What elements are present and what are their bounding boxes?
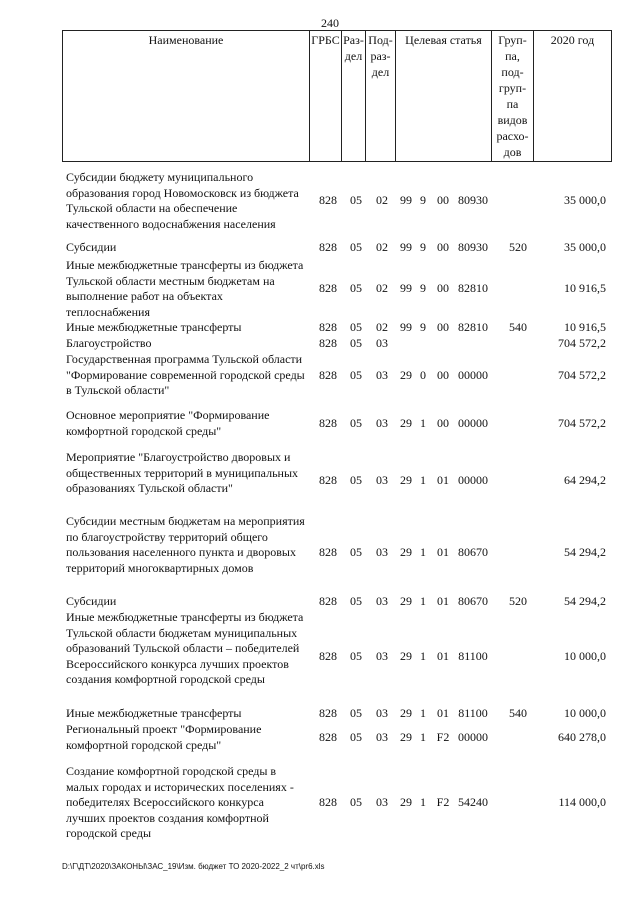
row-sum: 10 916,5 [564, 281, 606, 295]
row-razdel: 05 [350, 281, 362, 295]
row-name: Иные межбюджетные трансферты [66, 320, 242, 334]
row-sum: 704 572,2 [558, 416, 606, 430]
row-cs4: 00000 [458, 416, 488, 430]
row-podrazdel: 02 [376, 281, 388, 295]
row-razdel: 05 [350, 795, 362, 809]
row-sum: 640 278,0 [558, 730, 606, 744]
row-cs3: F2 [436, 730, 450, 744]
header-name: Наименование [63, 31, 310, 162]
row-name: Субсидии [66, 594, 117, 608]
row-razdel: 05 [350, 336, 362, 350]
row-grbs: 828 [319, 336, 337, 350]
row-cs1: 29 [400, 473, 412, 487]
row-cs4: 80670 [458, 594, 488, 608]
row-cs3: 00 [437, 368, 449, 382]
row-cs1: 29 [400, 368, 412, 382]
row-cs4: 82810 [458, 320, 488, 334]
row-name: Иные межбюджетные трансферты из бюджета Тульской области бюджетам муниципальных образований Тульской области – победителей Всероссийского конкурса лучших проектов создания комфортной городской среды [66, 610, 304, 687]
row-cs2: 9 [420, 281, 426, 295]
row-cs1: 29 [400, 594, 412, 608]
row-razdel: 05 [350, 706, 362, 720]
row-cs3: 01 [437, 594, 449, 608]
row-cs1: 29 [400, 416, 412, 430]
row-cs3: 01 [437, 706, 449, 720]
row-cs1: 99 [400, 281, 412, 295]
header-target: Целевая статья [396, 31, 492, 162]
row-name: Иные межбюджетные трансферты из бюджета Тульской области местным бюджетам на выполнение работ на объектах теплоснабжения [66, 258, 304, 319]
row-cs2: 9 [420, 193, 426, 207]
row-sum: 64 294,2 [564, 473, 606, 487]
header-year: 2020 год [534, 31, 612, 162]
row-podrazdel: 03 [376, 336, 388, 350]
row-cs4: 00000 [458, 368, 488, 382]
row-grbs: 828 [319, 368, 337, 382]
row-name: Иные межбюджетные трансферты [66, 706, 242, 720]
row-sum: 704 572,2 [558, 368, 606, 382]
row-podrazdel: 03 [376, 706, 388, 720]
row-razdel: 05 [350, 416, 362, 430]
row-razdel: 05 [350, 594, 362, 608]
row-cs3: 00 [437, 320, 449, 334]
row-cs4: 00000 [458, 730, 488, 744]
row-grbs: 828 [319, 240, 337, 254]
row-cs2: 1 [420, 416, 426, 430]
row-podrazdel: 03 [376, 594, 388, 608]
row-cs3: 01 [437, 473, 449, 487]
row-cs1: 99 [400, 240, 412, 254]
row-podrazdel: 03 [376, 368, 388, 382]
row-cs2: 0 [420, 368, 426, 382]
row-cs3: F2 [436, 795, 450, 809]
row-sum: 704 572,2 [558, 336, 606, 350]
row-cs4: 54240 [458, 795, 488, 809]
row-razdel: 05 [350, 649, 362, 663]
header-razdel: Раз- дел [342, 31, 366, 162]
row-cs4: 81100 [458, 649, 488, 663]
row-name: Основное мероприятие "Формирование комфортной городской среды" [66, 408, 270, 438]
row-cs4: 00000 [458, 473, 488, 487]
row-cs2: 1 [420, 545, 426, 559]
row-cs2: 1 [420, 795, 426, 809]
header-grbs: ГРБС [310, 31, 342, 162]
row-razdel: 05 [350, 368, 362, 382]
row-podrazdel: 03 [376, 649, 388, 663]
row-cs3: 00 [437, 416, 449, 430]
row-podrazdel: 03 [376, 473, 388, 487]
row-sum: 54 294,2 [564, 545, 606, 559]
row-name: Субсидии [66, 240, 117, 254]
row-cs4: 81100 [458, 706, 488, 720]
row-cs1: 99 [400, 320, 412, 334]
row-name: Благоустройство [66, 336, 152, 350]
row-grbs: 828 [319, 594, 337, 608]
row-sum: 10 916,5 [564, 320, 606, 334]
row-cs2: 1 [420, 649, 426, 663]
row-podrazdel: 02 [376, 193, 388, 207]
row-grbs: 828 [319, 320, 337, 334]
row-sum: 35 000,0 [564, 193, 606, 207]
row-podrazdel: 03 [376, 795, 388, 809]
row-name: Государственная программа Тульской области "Формирование современной городской среды в Тульской области" [66, 352, 305, 398]
row-razdel: 05 [350, 730, 362, 744]
row-name: Субсидии бюджету муниципального образования город Новомосковск из бюджета Тульской области на обеспечение качественного водоснабжения населения [66, 170, 299, 231]
row-sum: 54 294,2 [564, 594, 606, 608]
row-cs3: 00 [437, 281, 449, 295]
row-cs3: 01 [437, 649, 449, 663]
row-podrazdel: 03 [376, 730, 388, 744]
row-cs3: 00 [437, 193, 449, 207]
row-cs2: 1 [420, 594, 426, 608]
row-cs1: 29 [400, 730, 412, 744]
row-sum: 10 000,0 [564, 706, 606, 720]
row-vr: 540 [509, 320, 527, 334]
row-grbs: 828 [319, 649, 337, 663]
row-sum: 35 000,0 [564, 240, 606, 254]
row-razdel: 05 [350, 240, 362, 254]
row-cs3: 01 [437, 545, 449, 559]
row-podrazdel: 03 [376, 545, 388, 559]
row-cs2: 9 [420, 320, 426, 334]
row-cs1: 29 [400, 545, 412, 559]
row-razdel: 05 [350, 473, 362, 487]
row-razdel: 05 [350, 193, 362, 207]
row-name: Мероприятие "Благоустройство дворовых и общественных территорий в муниципальных образованиях Тульской области" [66, 450, 299, 496]
row-grbs: 828 [319, 795, 337, 809]
row-podrazdel: 03 [376, 416, 388, 430]
row-vr: 540 [509, 706, 527, 720]
row-cs1: 29 [400, 649, 412, 663]
row-vr: 520 [509, 594, 527, 608]
row-grbs: 828 [319, 281, 337, 295]
row-grbs: 828 [319, 193, 337, 207]
row-cs4: 82810 [458, 281, 488, 295]
page-number: 240 [321, 16, 339, 30]
row-grbs: 828 [319, 473, 337, 487]
row-grbs: 828 [319, 545, 337, 559]
row-sum: 10 000,0 [564, 649, 606, 663]
row-cs2: 1 [420, 706, 426, 720]
file-path-footer: D:\Г\ДТ\2020\ЗАКОНЫ\ЗАС_19\Изм. бюджет ТО 2020-2022_2 чт\pr6.xls [62, 862, 325, 871]
row-podrazdel: 02 [376, 320, 388, 334]
row-cs4: 80930 [458, 240, 488, 254]
row-name: Региональный проект "Формирование комфортной городской среды" [66, 722, 262, 752]
row-grbs: 828 [319, 730, 337, 744]
row-cs1: 99 [400, 193, 412, 207]
row-razdel: 05 [350, 320, 362, 334]
row-name: Создание комфортной городской среды в малых городах и исторических поселениях - победителях Всероссийского конкурса лучших проектов создания комфортной городской среды [66, 764, 294, 841]
row-grbs: 828 [319, 706, 337, 720]
row-razdel: 05 [350, 545, 362, 559]
header-podrazdel: Под- раз- дел [366, 31, 396, 162]
row-podrazdel: 02 [376, 240, 388, 254]
row-vr: 520 [509, 240, 527, 254]
row-name: Субсидии местным бюджетам на мероприятия по благоустройству территорий общего пользования населенного пункта и дворовых территорий многоквартирных домов [66, 514, 305, 575]
row-sum: 114 000,0 [558, 795, 606, 809]
header-group: Груп- па, под- груп- па видов расхо- дов [492, 31, 534, 162]
row-cs2: 1 [420, 730, 426, 744]
row-cs1: 29 [400, 706, 412, 720]
row-cs4: 80930 [458, 193, 488, 207]
row-cs4: 80670 [458, 545, 488, 559]
row-cs1: 29 [400, 795, 412, 809]
row-cs3: 00 [437, 240, 449, 254]
table-header [62, 30, 612, 162]
row-cs2: 9 [420, 240, 426, 254]
row-grbs: 828 [319, 416, 337, 430]
row-cs2: 1 [420, 473, 426, 487]
